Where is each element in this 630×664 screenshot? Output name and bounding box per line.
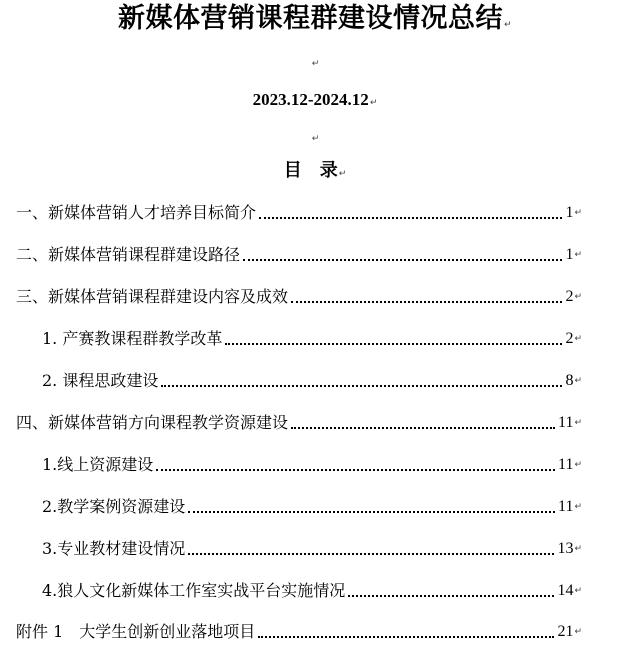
toc-dot-leader (188, 511, 555, 513)
empty-paragraph (0, 55, 630, 70)
paragraph-mark-icon: ↵ (574, 586, 582, 596)
toc-entry-title: 1.线上资源建设 (42, 455, 154, 474)
paragraph-mark-icon: ↵ (574, 418, 582, 428)
paragraph-mark-icon: ↵ (338, 169, 347, 179)
toc-dot-leader (348, 595, 554, 597)
toc-entry-title: 4.狼人文化新媒体工作室实战平台实施情况 (42, 581, 346, 600)
toc-entry-page-number: 13 (557, 540, 574, 557)
toc-entry[interactable] (16, 200, 582, 224)
toc-entry-page-number: 2 (565, 330, 574, 347)
date-range (0, 89, 630, 114)
toc-entry-title: 1. 产赛教课程群教学改革 (42, 329, 223, 348)
paragraph-mark-icon: ↵ (574, 502, 582, 512)
paragraph-mark-icon: ↵ (574, 544, 582, 554)
paragraph-mark-icon: ↵ (311, 59, 320, 69)
toc-dot-leader (258, 636, 554, 638)
toc-entry-title: 二、新媒体营销课程群建设路径 (16, 245, 241, 264)
toc-entry-title: 附件 1 大学生创新创业落地项目 (16, 622, 256, 641)
empty-paragraph (0, 130, 630, 145)
paragraph-mark-icon: ↵ (574, 208, 582, 218)
paragraph-mark-icon: ↵ (503, 20, 513, 30)
paragraph-mark-icon: ↵ (574, 376, 582, 386)
paragraph-mark-icon: ↵ (574, 250, 582, 260)
toc-dot-leader (156, 469, 555, 471)
toc-entry-title: 三、新媒体营销课程群建设内容及成效 (16, 287, 289, 306)
paragraph-mark-icon: ↵ (574, 292, 582, 302)
toc-heading (0, 159, 630, 186)
paragraph-mark-icon: ↵ (574, 460, 582, 470)
toc-entry[interactable] (42, 494, 582, 518)
toc-heading-right: 录 (319, 160, 338, 181)
date-range-text: 2023.12-2024.12 (252, 90, 369, 109)
toc-entry-page-number: 11 (558, 414, 574, 431)
toc-entry-page-number: 21 (557, 623, 574, 640)
toc-entry[interactable] (42, 368, 582, 392)
toc-dot-leader (243, 259, 562, 261)
toc-dot-leader (225, 343, 562, 345)
toc-entry[interactable] (42, 452, 582, 476)
document-title (0, 2, 630, 42)
toc-entry-title: 一、新媒体营销人才培养目标简介 (16, 203, 257, 222)
toc-entry[interactable] (16, 284, 582, 308)
paragraph-mark-icon: ↵ (574, 334, 582, 344)
toc-entry-page-number: 8 (565, 372, 574, 389)
toc-entry[interactable] (16, 410, 582, 434)
paragraph-mark-icon: ↵ (574, 627, 582, 637)
toc-entry[interactable] (16, 242, 582, 266)
toc-entry[interactable] (42, 578, 582, 602)
toc-entry-page-number: 11 (558, 456, 574, 473)
toc-dot-leader (161, 385, 562, 387)
toc-entry-title: 2.教学案例资源建设 (42, 497, 186, 516)
toc-entry-page-number: 1 (565, 246, 574, 263)
toc-entry-page-number: 2 (565, 288, 574, 305)
toc-dot-leader (291, 427, 555, 429)
toc-entry[interactable] (16, 619, 582, 643)
toc-heading-left: 目 (283, 160, 302, 181)
toc-dot-leader (291, 301, 562, 303)
toc-entry-page-number: 11 (558, 498, 574, 515)
toc-entry[interactable] (42, 326, 582, 350)
toc-entry-title: 3.专业教材建设情况 (42, 539, 186, 558)
toc-entry-page-number: 1 (565, 204, 574, 221)
document-title-text: 新媒体营销课程群建设情况总结 (117, 3, 503, 34)
toc-entry-page-number: 14 (557, 582, 574, 599)
toc-dot-leader (188, 553, 554, 555)
toc-entry[interactable] (42, 536, 582, 560)
paragraph-mark-icon: ↵ (369, 98, 378, 108)
toc-entry-title: 2. 课程思政建设 (42, 371, 159, 390)
toc-entry-title: 四、新媒体营销方向课程教学资源建设 (16, 413, 289, 432)
paragraph-mark-icon: ↵ (311, 134, 320, 144)
toc-dot-leader (259, 217, 562, 219)
